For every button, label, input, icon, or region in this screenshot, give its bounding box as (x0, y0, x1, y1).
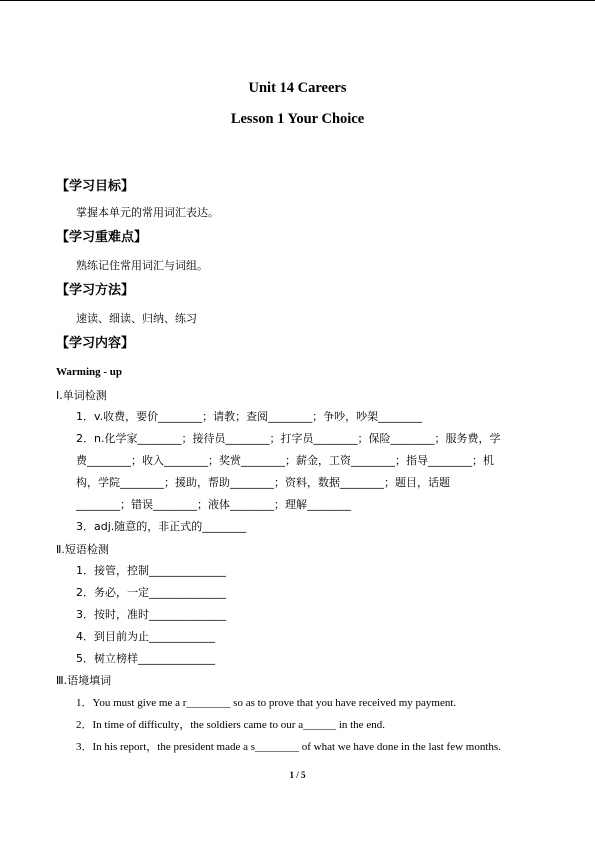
key-points-text: 熟练记住常用词汇与词组。 (76, 259, 208, 272)
part1-line: 1．v.收费，要价________；请教；查阅________；争吵，吵架________ (76, 410, 423, 423)
goal-text: 掌握本单元的常用词汇表达。 (76, 206, 219, 219)
part2-line: 2．务必，一定______________ (76, 586, 226, 599)
part2-line: 5．树立榜样______________ (76, 652, 215, 665)
part2-title: Ⅱ.短语检测 (56, 543, 109, 556)
method-text: 速读、细读、归纳、练习 (76, 312, 197, 325)
part1-line: 3．adj.随意的，非正式的________ (76, 520, 247, 533)
warming-up-label: Warming - up (56, 366, 123, 378)
document-title: Unit 14 Careers (248, 80, 347, 96)
goal-heading: 【学习目标】 (56, 179, 135, 194)
part1-line: 2．n.化学家________；接待员________；打字员________；保险________；服务费，学 (76, 432, 501, 445)
part2-line: 3．按时，准时______________ (76, 608, 226, 621)
content-heading: 【学习内容】 (56, 336, 135, 351)
part3-title: Ⅲ.语境填词 (56, 674, 112, 687)
page-number: 1 / 5 (289, 770, 306, 780)
key-points-heading: 【学习重难点】 (56, 230, 148, 245)
part2-line: 1．接管，控制______________ (76, 564, 226, 577)
part3-line: 1．You must give me a r________ so as to prove that you have received my payment. (76, 697, 457, 709)
method-heading: 【学习方法】 (56, 283, 135, 298)
part3-line: 3．In his report，the president made a s________ of what we have done in the last few months. (76, 741, 501, 753)
lesson-title: Lesson 1 Your Choice (230, 111, 365, 127)
part2-line: 4．到目前为止____________ (76, 630, 215, 643)
part1-line: 构，学院________；援助，帮助________；资料，数据________；题目，话题 (76, 476, 450, 489)
part1-line: 费________；收入________；奖赏________；薪金，工资________；指导________；机 (76, 454, 494, 467)
part3-line: 2．In time of difficulty，the soldiers came to our a______ in the end. (76, 719, 385, 731)
part1-title: Ⅰ.单词检测 (56, 389, 107, 402)
part1-line: ________；错误________；液体________；理解________ (76, 498, 351, 511)
